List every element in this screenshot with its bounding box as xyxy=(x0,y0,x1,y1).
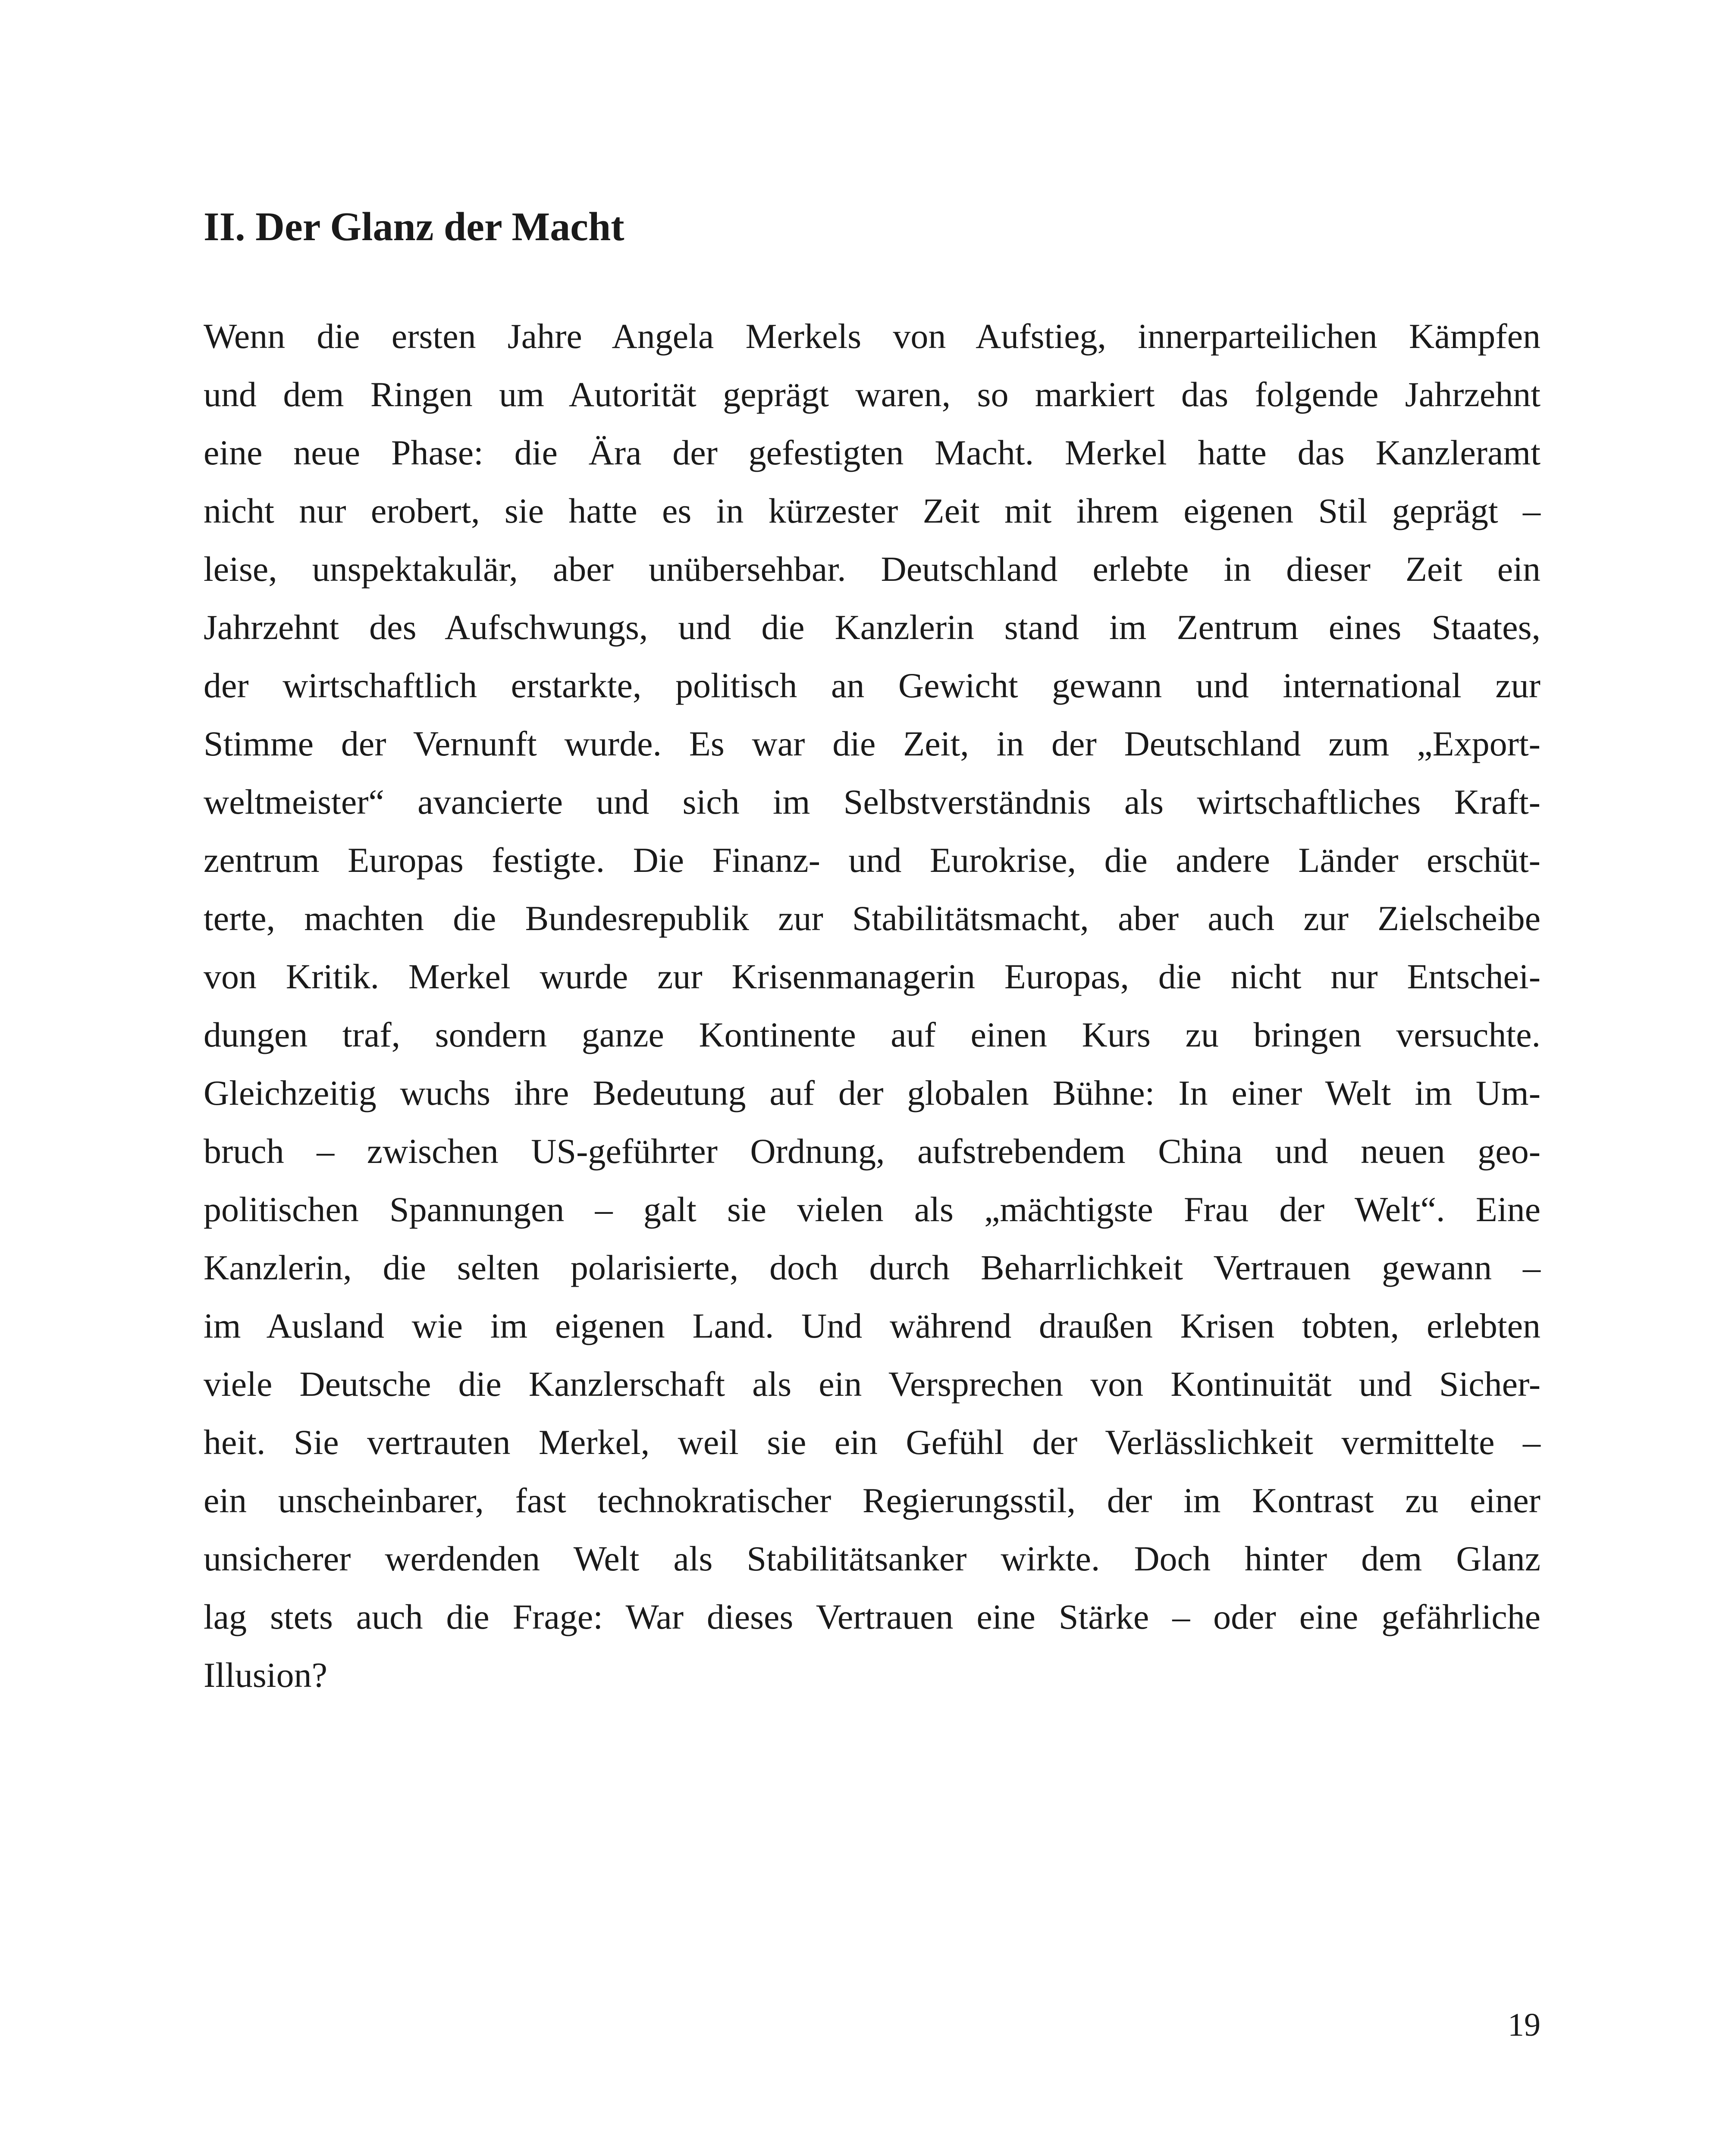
text-line: Kanzlerin, die selten polarisierte, doch durch Beharrlichkeit Vertrauen gewann – xyxy=(204,1248,1541,1287)
text-line: und dem Ringen um Autorität geprägt waren, so markiert das folgende Jahrzehnt xyxy=(204,375,1541,414)
text-line: unsicherer werdenden Welt als Stabilitätsanker wirkte. Doch hinter dem Glanz xyxy=(204,1539,1541,1578)
text-line: ein unscheinbarer, fast technokratischer Regierungsstil, der im Kontrast zu einer xyxy=(204,1481,1541,1520)
text-line: viele Deutsche die Kanzlerschaft als ein Versprechen von Kontinuität und Sicher- xyxy=(204,1364,1541,1404)
text-line: leise, unspektakulär, aber unübersehbar. Deutschland erlebte in dieser Zeit ein xyxy=(204,549,1541,589)
body-paragraph xyxy=(204,307,1541,1704)
page-number: 19 xyxy=(1508,2007,1541,2043)
text-line: Jahrzehnt des Aufschwungs, und die Kanzlerin stand im Zentrum eines Staates, xyxy=(204,608,1541,647)
text-line: weltmeister“ avancierte und sich im Selbstverständnis als wirtschaftliches Kraft- xyxy=(204,782,1541,821)
text-line: Stimme der Vernunft wurde. Es war die Zeit, in der Deutschland zum „Export- xyxy=(204,724,1541,763)
text-line: der wirtschaftlich erstarkte, politisch an Gewicht gewann und international zur xyxy=(204,666,1541,705)
text-line: Wenn die ersten Jahre Angela Merkels von Aufstieg, innerparteilichen Kämpfen xyxy=(204,317,1541,356)
text-line: Gleichzeitig wuchs ihre Bedeutung auf der globalen Bühne: In einer Welt im Um- xyxy=(204,1073,1541,1112)
text-line: Illusion? xyxy=(204,1655,327,1695)
text-line: eine neue Phase: die Ära der gefestigten Macht. Merkel hatte das Kanzleramt xyxy=(204,433,1541,472)
chapter-title: II. Der Glanz der Macht xyxy=(204,204,624,249)
text-line: nicht nur erobert, sie hatte es in kürzester Zeit mit ihrem eigenen Stil geprägt – xyxy=(204,491,1541,530)
text-line: zentrum Europas festigte. Die Finanz- und Eurokrise, die andere Länder erschüt- xyxy=(204,840,1541,880)
text-line: dungen traf, sondern ganze Kontinente auf einen Kurs zu bringen versuchte. xyxy=(204,1015,1541,1054)
text-line: von Kritik. Merkel wurde zur Krisenmanagerin Europas, die nicht nur Entschei- xyxy=(204,957,1541,996)
text-line: im Ausland wie im eigenen Land. Und während draußen Krisen tobten, erlebten xyxy=(204,1306,1541,1345)
text-line: heit. Sie vertrauten Merkel, weil sie ein Gefühl der Verlässlichkeit vermittelte – xyxy=(204,1423,1541,1462)
text-line: terte, machten die Bundesrepublik zur Stabilitätsmacht, aber auch zur Zielscheibe xyxy=(204,899,1541,938)
text-line: bruch – zwischen US-geführter Ordnung, aufstrebendem China und neuen geo- xyxy=(204,1131,1541,1171)
text-line: lag stets auch die Frage: War dieses Vertrauen eine Stärke – oder eine gefährliche xyxy=(204,1597,1541,1636)
text-line: politischen Spannungen – galt sie vielen als „mächtigste Frau der Welt“. Eine xyxy=(204,1190,1541,1229)
